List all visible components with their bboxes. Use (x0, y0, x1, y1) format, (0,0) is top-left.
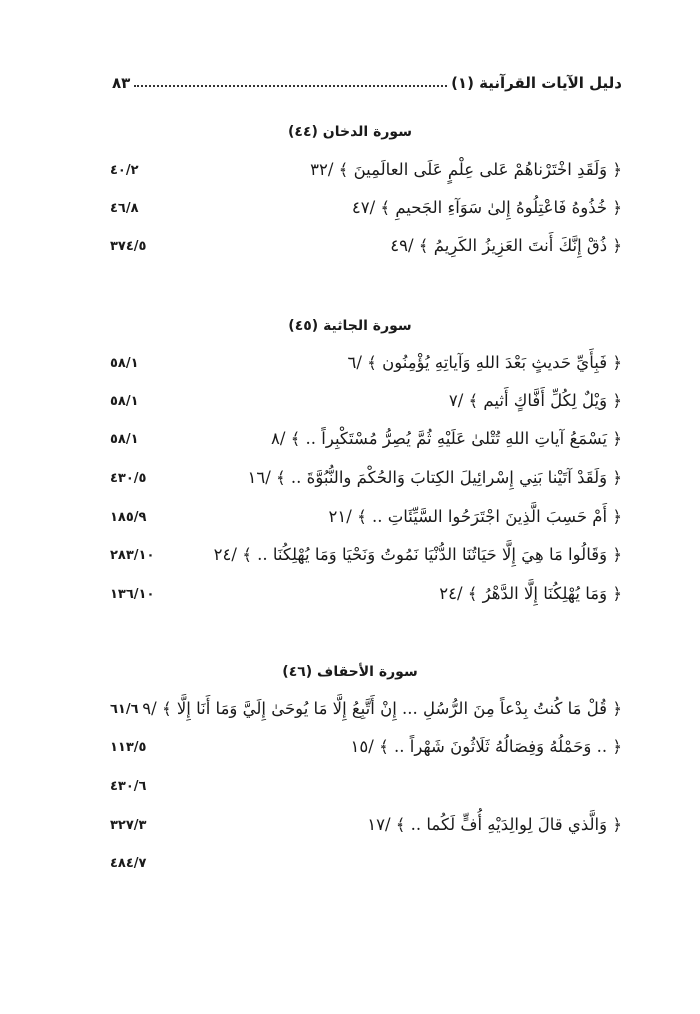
page-reference: ٢٨٣/١٠ (110, 548, 155, 563)
page-reference: ١٣٦/١٠ (110, 587, 155, 602)
verse-text: ﴿ ذُقْ إِنَّكَ أَنتَ العَزِيزُ الكَرِيمُ ﴾ /٤٩ (390, 236, 622, 255)
page-reference: ١١٣/٥ (110, 740, 147, 755)
index-entry (110, 699, 622, 725)
index-entry (110, 584, 622, 610)
verse-text: ﴿ .. وَحَمْلُهُ وَفِصَالُهُ ثَلَاثُونَ شَهْراً .. ﴾ /١٥ (350, 737, 622, 756)
index-entry (110, 545, 622, 571)
page-reference: ٤٠/٢ (110, 163, 139, 178)
index-entry (110, 236, 622, 262)
page-reference: ١٨٥/٩ (110, 510, 147, 525)
running-header (112, 68, 622, 92)
page-reference: ٤٦/٨ (110, 201, 139, 216)
page-reference: ٤٣٠/٦ (110, 779, 147, 794)
page-reference: ٥٨/١ (110, 356, 139, 371)
index-entry (110, 776, 622, 802)
verse-text: ﴿ وَقَالُوا مَا هِيَ إِلَّا حَيَاتُنَا الدُّنْيَا نَمُوتُ وَنَحْيَا وَمَا يُهْلِكُنَا .. ﴾ /٢٤ (213, 545, 622, 564)
verse-text: ﴿ وَمَا يُهْلِكُنَا إِلَّا الدَّهْرُ ﴾ /٢٤ (439, 584, 622, 603)
page-number: ٨٣ (112, 74, 131, 92)
verse-text: ﴿ وَالَّذي قالَ لِوالِدَيْهِ أُفٍّ لَكُما .. ﴾ /١٧ (367, 815, 622, 834)
index-entry (110, 429, 622, 455)
verse-text: ﴿ يَسْمَعُ آياتِ اللهِ تُتْلىٰ عَلَيْهِ ثُمَّ يُصِرُّ مُسْتَكْبِراً .. ﴾ /٨ (270, 429, 622, 448)
page-reference: ٥٨/١ (110, 394, 139, 409)
index-entry (110, 353, 622, 379)
verse-text: ﴿ فَبِأَيِّ حَديثٍ بَعْدَ اللهِ وَآياتِهِ يُؤْمِنُون ﴾ /٦ (347, 353, 622, 372)
page-reference: ٣٢٧/٣ (110, 818, 147, 833)
verse-text: ﴿ وَلَقَدْ آتَيْنا بَنِي إِسْرائِيلَ الكِتابَ وَالحُكْمَ والنُّبُوَّةَ .. ﴾ /١٦ (247, 468, 622, 487)
verse-text: ﴿ خُذُوهُ فَاعْتِلُوهُ إِلىٰ سَوَآءِ الجَحيمِ ﴾ /٤٧ (351, 198, 622, 217)
page-reference: ٣٧٤/٥ (110, 239, 147, 254)
index-entry (110, 468, 622, 494)
page-reference: ٦١/٦ (110, 702, 139, 717)
verse-text: ﴿ قُلْ مَا كُنتُ بِدْعاً مِنَ الرُّسُلِ ... إِنْ أَتَّبِعُ إِلَّا مَا يُوحَىٰ إِلَيَّ وَمَا أَنَا إِلَّا ﴾ /٩ (142, 699, 622, 718)
leader-dots (134, 85, 447, 87)
index-entry (110, 160, 622, 186)
index-entry (110, 815, 622, 841)
page-reference: ٤٨٤/٧ (110, 856, 147, 871)
verse-text: ﴿ وَيْلٌ لِكُلِّ أَفَّاكٍ أَثيم ﴾ /٧ (448, 391, 622, 410)
index-entry (110, 737, 622, 763)
index-entry (110, 507, 622, 533)
verse-text: ﴿ أَمْ حَسِبَ الَّذِينَ اجْتَرَحُوا السَّيِّئَاتِ .. ﴾ /٢١ (328, 507, 622, 526)
surah-title: سورة الأحقاف (٤٦) (282, 664, 418, 680)
surah-title: سورة الجاثية (٤٥) (288, 318, 412, 334)
surah-title: سورة الدخان (٤٤) (288, 124, 412, 140)
verse-text: ﴿ وَلَقَدِ اخْتَرْناهُمْ عَلى عِلْمٍ عَلَى العالَمِينَ ﴾ /٣٢ (310, 160, 622, 179)
index-entry (110, 391, 622, 417)
page-reference: ٤٣٠/٥ (110, 471, 147, 486)
page-reference: ٥٨/١ (110, 432, 139, 447)
index-entry (110, 198, 622, 224)
index-entry (110, 853, 622, 879)
header-title: دليل الآيات القرآنية (١) (451, 74, 622, 92)
